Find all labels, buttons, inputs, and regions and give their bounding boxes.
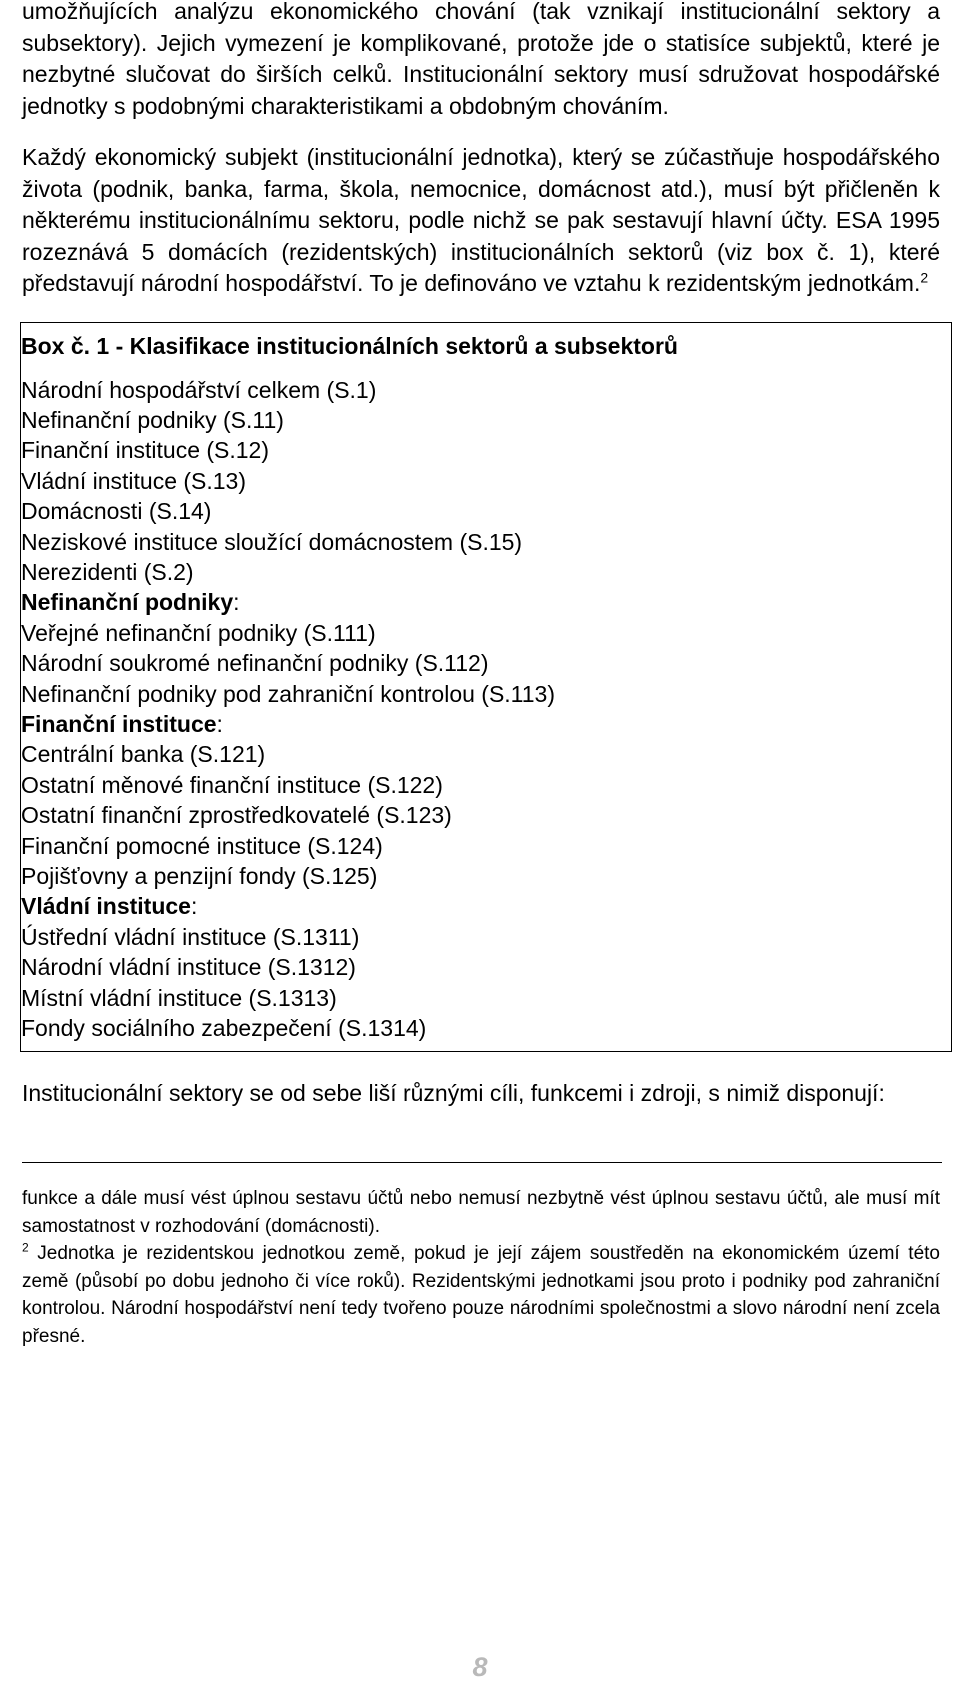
paragraph-sector-differences: Institucionální sektory se od sebe liší různými cíli, funkcemi i zdroji, s nimiž disponují:	[22, 1080, 885, 1107]
document-page	[22, 0, 940, 1350]
footnote-2	[22, 1240, 940, 1350]
box-list-item: Nefinanční podniky (S.11)	[21, 406, 284, 433]
box-list-item: Nefinanční podniky pod zahraniční kontrolou (S.113)	[21, 680, 556, 707]
box-list-item: Centrální banka (S.121)	[21, 741, 266, 768]
footnote-2-text: Jednotka je rezidentskou jednotkou země, pokud je její zájem soustředěn na ekonomickém území této země (působí po dobu jednoho či více roků). Rezidentskými jednotkami jsou proto i podniky pod zahraniční kontrolou. Národní hospodářství není tedy tvořeno pouze národními společnostmi a slovo národní není zcela přesné.	[22, 1243, 940, 1347]
box-list-item: Ostatní finanční zprostředkovatelé (S.123)	[21, 802, 452, 829]
box-list-item: Národní hospodářství celkem (S.1)	[21, 376, 377, 403]
footnote-ref-2[interactable]: 2	[920, 269, 929, 286]
paragraph-economic-subject	[22, 142, 940, 300]
paragraph-intro: umožňujících analýzu ekonomického chování (tak vznikají institucionální sektory a subsektory). Jejich vymezení je komplikované, protože jde o statisíce subjektů, které je nezbytné slučovat do širších celků. Institucionální sektory musí sdružovat hospodářské jednotky s podobnými charakteristikami a obdobným chováním.	[22, 0, 940, 119]
box-title: Box č. 1 - Klasifikace institucionálních sektorů a subsektorů	[21, 332, 678, 359]
footnote-divider	[22, 1162, 942, 1164]
box-list-item: Finanční pomocné instituce (S.124)	[21, 832, 383, 859]
box-subheading-colon: :	[190, 893, 198, 920]
box-list-item: Neziskové instituce sloužící domácnostem (S.15)	[21, 528, 523, 555]
box-subheading	[21, 891, 951, 921]
page-number: 8	[472, 1652, 488, 1682]
box-list-item: Místní vládní instituce (S.1313)	[21, 984, 337, 1011]
box-subheading-colon: :	[216, 710, 223, 737]
box-list-item: Finanční instituce (S.12)	[21, 437, 270, 464]
classification-box	[20, 322, 952, 1053]
box-subheading-label: Vládní instituce	[21, 893, 191, 920]
sector-list	[21, 375, 951, 1044]
box-list-item: Pojišťovny a penzijní fondy (S.125)	[21, 863, 378, 889]
box-list-item: Veřejné nefinanční podniky (S.111)	[21, 619, 376, 646]
footnote-2-mark: 2	[22, 1241, 29, 1256]
box-subheading-label: Finanční instituce	[21, 710, 217, 737]
box-list-item: Nerezidenti (S.2)	[21, 558, 194, 585]
box-list-item: Ostatní měnové finanční instituce (S.122)	[21, 771, 443, 798]
box-list-item: Vládní instituce (S.13)	[21, 467, 247, 494]
box-subheading	[21, 587, 951, 617]
box-list-item: Fondy sociálního zabezpečení (S.1314)	[21, 1015, 427, 1042]
footnote-continued: funkce a dále musí vést úplnou sestavu účtů nebo nemusí nezbytně vést úplnou sestavu účtů, ale musí mít samostatnost v rozhodování (domácnosti).	[22, 1188, 940, 1237]
box-list-item: Domácnosti (S.14)	[21, 498, 212, 525]
box-list-item: Ústřední vládní instituce (S.1311)	[21, 923, 360, 950]
box-subheading	[21, 709, 951, 739]
box-list-item: Národní soukromé nefinanční podniky (S.112)	[21, 650, 489, 677]
paragraph-economic-subject-text: Každý ekonomický subjekt (institucionální jednotka), který se zúčastňuje hospodářského života (podnik, banka, farma, škola, nemocnice, domácnost atd.), musí být přičleněn k některému institucionálnímu sektoru, podle nichž se pak sestavují hlavní účty. ESA 1995 rozeznává 5 domácích (rezidentských) institucionálních sektorů (viz box č. 1), které představují národní hospodářství. To je definováno ve vztahu k rezidentským jednotkám.	[22, 144, 940, 296]
box-subheading-label: Nefinanční podniky	[21, 589, 234, 616]
box-subheading-colon: :	[233, 589, 240, 616]
box-list-item: Národní vládní instituce (S.1312)	[21, 954, 356, 981]
